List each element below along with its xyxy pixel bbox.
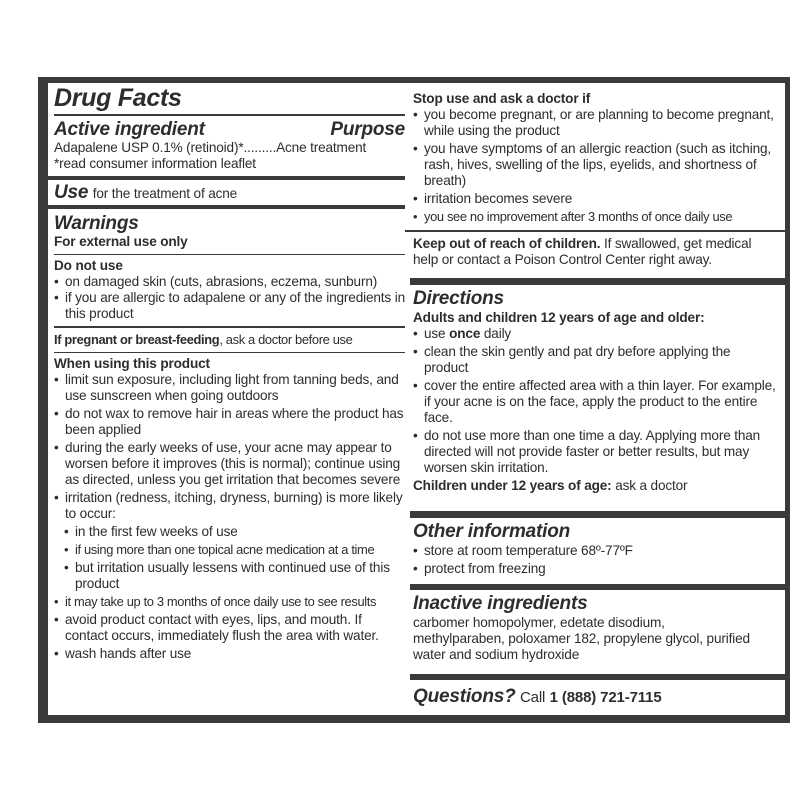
list-item: • it may take up to 3 months of once daily use to see results [54,594,405,610]
use-heading: Use [54,181,89,203]
list-item: • limit sun exposure, including light from tanning beds, and use sunscreen when going outdoors [54,372,405,404]
list-item: • if you are allergic to adapalene or any of the ingredients in this product [54,290,405,322]
inactive-ingredients-heading: Inactive ingredients [413,593,588,614]
directions-list [413,326,777,476]
use-text: for the treatment of acne [92,185,238,201]
stop-use-heading: Stop use and ask a doctor if [413,91,591,106]
questions-heading: Questions? [413,686,516,707]
warnings-heading: Warnings [54,212,139,234]
list-item: • irritation becomes severe [413,191,777,207]
left-column [48,83,410,715]
use-once-bold: once [449,326,481,341]
active-ingredient-heading: Active ingredient [54,118,205,140]
directions-adults: Adults and children 12 years of age and older: [413,310,705,325]
questions-panel [405,680,785,715]
directions-heading: Directions [413,288,504,309]
list-item: • wash hands after use [54,646,405,662]
divider [54,326,405,328]
stop-use-panel [405,83,785,278]
pregnancy-warning-text: , ask a doctor before use [219,331,353,347]
list-item: • protect from freezing [413,561,777,577]
do-not-use-heading: Do not use [54,258,123,273]
use-once-suffix: daily [480,326,512,341]
list-item [413,326,777,342]
pregnancy-warning-bold: If pregnant or breast-feeding [54,331,220,347]
divider [48,176,411,180]
other-info-panel [405,518,785,584]
stop-use-list [413,107,777,225]
keep-out-text [413,236,777,268]
children-text [413,478,777,494]
list-item: • store at room temperature 68º-77ºF [413,543,777,559]
keep-out-bold: Keep out of reach of children. [413,235,601,251]
list-subitem: • in the first few weeks of use [54,524,405,540]
divider [405,230,785,232]
divider [48,205,411,209]
divider [54,254,405,256]
when-using-list [54,372,405,662]
divider [54,114,405,116]
questions-call: Call [519,689,546,706]
inactive-ingredients-panel [405,590,785,674]
other-info-heading: Other information [413,521,571,542]
list-item: • do not wax to remove hair in areas where the product has been applied [54,406,405,438]
questions-phone: 1 (888) 721-7115 [549,689,662,706]
other-info-list [413,543,777,577]
leaflet-footnote: *read consumer information leaflet [54,155,256,171]
divider [54,352,405,354]
when-using-heading: When using this product [54,356,210,371]
drug-facts-frame [38,77,790,723]
list-item: • during the early weeks of use, your acne may appear to worsen before it improves (this is normal); continue using as directed, unless you get irritation that becomes severe [54,440,405,488]
inactive-ingredients-text: carbomer homopolymer, edetate disodium, methylparaben, poloxamer 182, propylene glycol, purified water and sodium hydroxide [413,615,750,662]
pregnancy-warning [54,332,405,348]
children-rest: ask a doctor [611,478,688,493]
list-item: • you see no improvement after 3 months of once daily use [413,209,777,225]
use-once-prefix: use [424,326,450,341]
list-item: • clean the skin gently and pat dry before applying the product [413,344,777,376]
list-item: • on damaged skin (cuts, abrasions, eczema, sunburn) [54,274,405,290]
active-ingredient-line: Adapalene USP 0.1% (retinoid)*.........Acne treatment [54,139,367,155]
list-subitem: • if using more than one topical acne medication at a time [54,542,405,558]
children-bold: Children under 12 years of age: [413,478,612,493]
directions-panel [405,285,785,511]
list-item: • you become pregnant, or are planning to become pregnant, while using the product [413,107,777,139]
drug-facts-title: Drug Facts [54,84,182,112]
list-item: • do not use more than one time a day. Applying more than directed will not provide faster or better results, but may worsen skin irritation. [413,428,777,476]
purpose-heading: Purpose [330,118,405,140]
list-item: • avoid product contact with eyes, lips, and mouth. If contact occurs, immediately flush the area with water. [54,612,405,644]
list-item: • irritation (redness, itching, dryness, burning) is more likely to occur: [54,490,405,522]
external-use-text: For external use only [54,233,188,249]
do-not-use-list [54,274,405,322]
keep-out-rest: If swallowed, get medical help or contact a Poison Control Center right away. [413,235,752,267]
list-item: • cover the entire affected area with a thin layer. For example, if your acne is on the face, apply the product to the entire face. [413,378,777,426]
list-item: • you have symptoms of an allergic reaction (such as itching, rash, hives, swelling of the lips, eyelids, and shortness of breath) [413,141,777,189]
list-subitem: • but irritation usually lessens with continued use of this product [54,560,405,592]
